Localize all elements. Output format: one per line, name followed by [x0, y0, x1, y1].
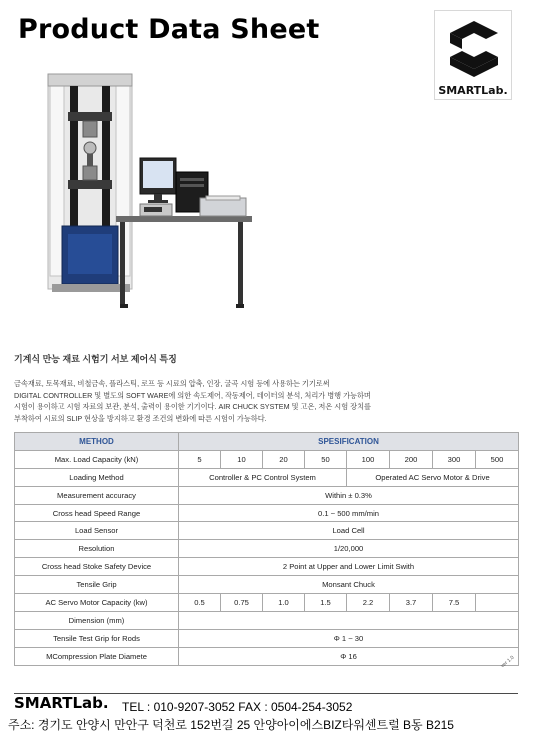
capacity-cell: 100	[347, 450, 390, 468]
table-row	[15, 522, 519, 540]
table-row	[15, 540, 519, 558]
capacity-cell: 5	[179, 450, 221, 468]
row-label: Tensile Grip	[15, 576, 179, 594]
spec-header: SPESIFICATION	[179, 433, 519, 451]
servo-cell	[476, 594, 519, 612]
table-row	[15, 594, 519, 612]
table-row	[15, 558, 519, 576]
description-line: 금속재료, 토목재료, 비철금속, 플라스틱, 로프 등 시료의 압축, 인장, 굴곡 시험 등에 사용하는 기기로써	[14, 379, 330, 388]
row-value: 0.1 ~ 500 mm/min	[179, 504, 519, 522]
row-label: Loading Method	[15, 468, 179, 486]
servo-cell: 0.5	[179, 594, 221, 612]
table-row	[15, 450, 519, 468]
footer-brand: SMARTLab.	[14, 694, 109, 712]
row-value: 2 Point at Upper and Lower Limit Swith	[179, 558, 519, 576]
row-value: Φ 16	[179, 647, 519, 665]
table-row	[15, 486, 519, 504]
servo-cell: 3.7	[390, 594, 433, 612]
row-label: Max. Load Capacity (kN)	[15, 450, 179, 468]
table-header-row	[15, 433, 519, 451]
table-row	[15, 611, 519, 629]
servo-cell: 0.75	[221, 594, 263, 612]
section-title: 기계식 만능 재료 시험기 서보 제어식 특징	[14, 354, 177, 364]
capacity-cell: 50	[305, 450, 347, 468]
servo-cell: 1.5	[305, 594, 347, 612]
capacity-cell: 500	[476, 450, 519, 468]
row-label: Cross head Speed Range	[15, 504, 179, 522]
table-row	[15, 468, 519, 486]
row-value: Monsant Chuck	[179, 576, 519, 594]
capacity-cell: 300	[433, 450, 476, 468]
table-row	[15, 504, 519, 522]
page-title: Product Data Sheet	[18, 14, 320, 45]
product-description	[14, 378, 524, 424]
capacity-cell: 200	[390, 450, 433, 468]
table-row	[15, 629, 519, 647]
servo-cell: 1.0	[263, 594, 305, 612]
capacity-cell: 20	[263, 450, 305, 468]
row-label: AC Servo Motor Capacity (kw)	[15, 594, 179, 612]
smartlab-s-icon	[446, 17, 502, 81]
brand-logo	[434, 10, 512, 100]
row-label: Measurement accuracy	[15, 486, 179, 504]
loading-method-right: Operated AC Servo Motor & Drive	[347, 468, 519, 486]
servo-cell: 7.5	[433, 594, 476, 612]
description-line: 부착하여 시료의 SLIP 현상을 방지하고 환경 조건의 변화에 따른 시험이 가능하다.	[14, 413, 267, 423]
row-label: Resolution	[15, 540, 179, 558]
loading-method-left: Controller & PC Control System	[179, 468, 347, 486]
table-row	[15, 647, 519, 665]
row-label: Load Sensor	[15, 522, 179, 540]
version-watermark: ver 1.0	[499, 654, 516, 670]
row-label: MCompression Plate Diamete	[15, 647, 179, 665]
spec-table	[14, 432, 519, 666]
capacity-cell: 10	[221, 450, 263, 468]
brand-logo-text: SMARTLab.	[438, 84, 508, 97]
description-line: DIGITAL CONTROLLER 및 별도의 SOFT WARE에 의한 속도제어, 작동제어, 데이터의 분석, 처리가 병행 가능하며	[14, 390, 371, 400]
row-value: 1/20,000	[179, 540, 519, 558]
row-label: Dimension (mm)	[15, 611, 179, 629]
footer-address: 주소: 경기도 안양시 만안구 덕천로 152번길 25 안양아이에스BIZ타워센트럴 B동 B215	[8, 718, 454, 732]
row-value: Φ 1 ~ 30	[179, 629, 519, 647]
row-label: Tensile Test Grip for Rods	[15, 629, 179, 647]
servo-cell: 2.2	[347, 594, 390, 612]
method-header: METHOD	[15, 433, 179, 451]
footer-contact: TEL : 010-9207-3052 FAX : 0504-254-3052	[122, 700, 353, 714]
row-label: Cross head Stoke Safety Device	[15, 558, 179, 576]
row-value: Load Cell	[179, 522, 519, 540]
row-value	[179, 611, 519, 629]
row-value: Within ± 0.3%	[179, 486, 519, 504]
universal-testing-machine-illustration	[40, 58, 260, 316]
table-row	[15, 576, 519, 594]
description-line: 시험이 용이하고 시험 자료의 보관, 분석, 출력이 용이한 기기이다. AIR CHUCK SYSTEM 및 고온, 저온 시험 장치를	[14, 402, 371, 412]
